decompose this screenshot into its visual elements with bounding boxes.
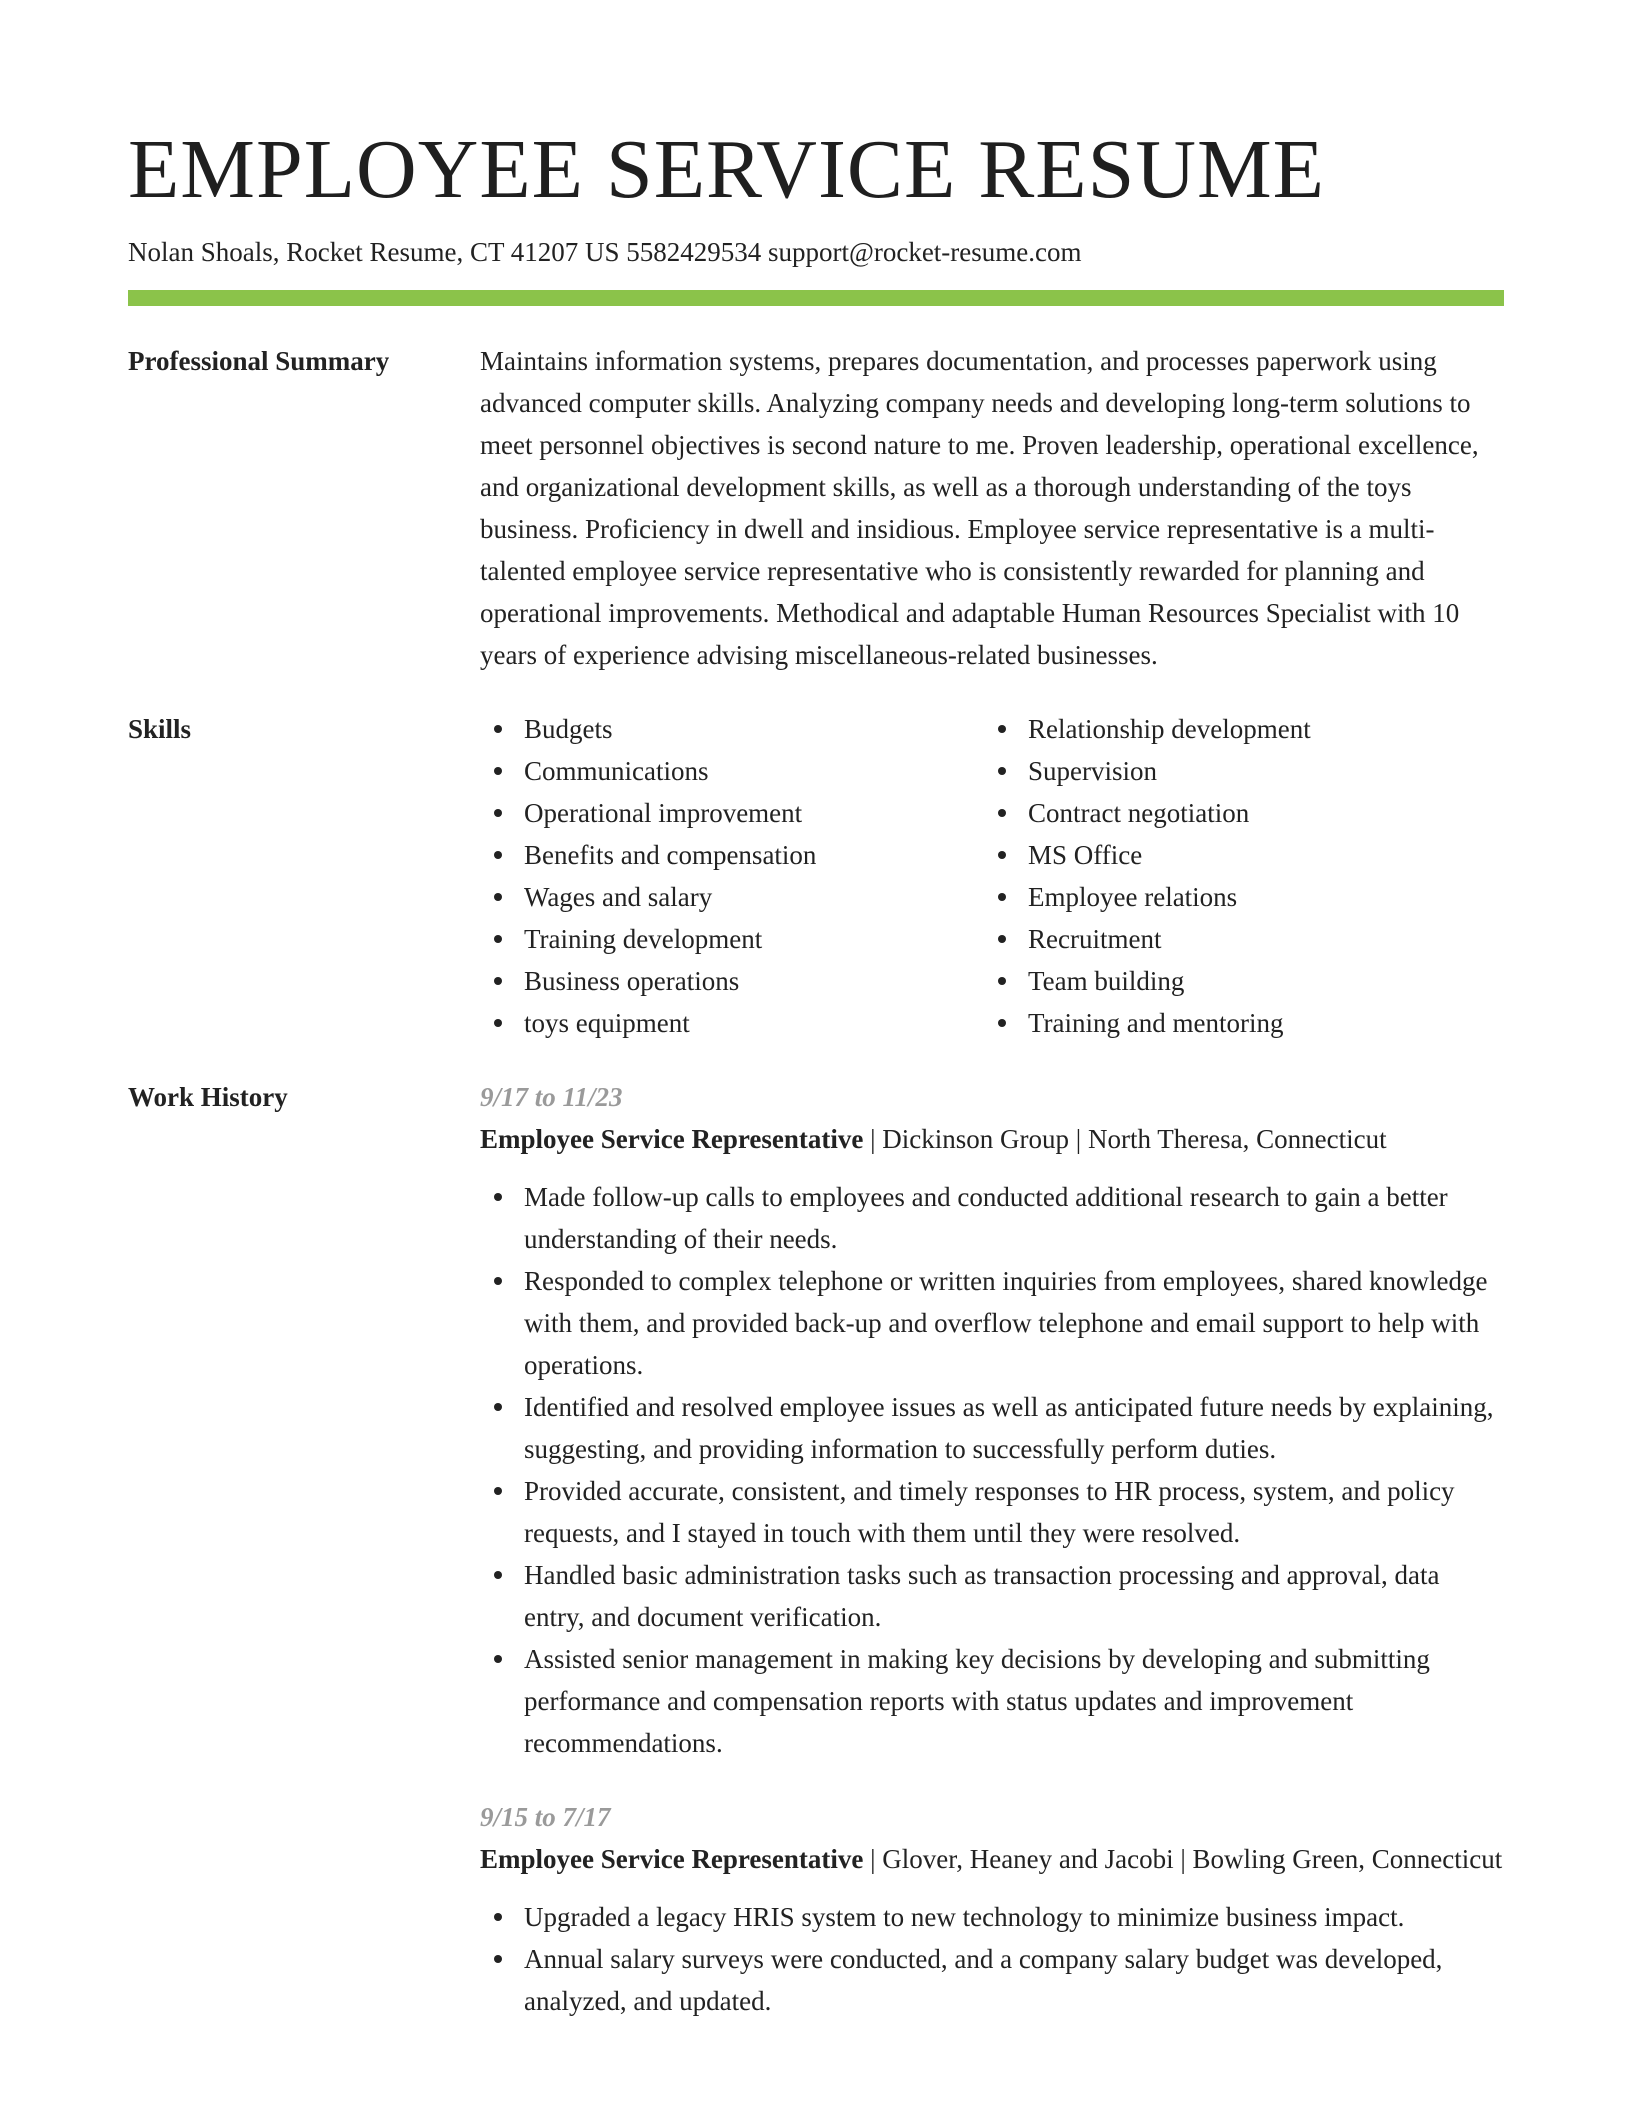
work-history-heading: Work History <box>128 1082 288 1112</box>
job-heading <box>480 1118 1504 1160</box>
skill-item: Employee relations <box>1028 876 1528 918</box>
summary-heading: Professional Summary <box>128 346 390 376</box>
job-dates: 9/17 to 11/23 <box>480 1082 623 1112</box>
job-entry <box>480 1796 1504 2022</box>
skill-item: Team building <box>1028 960 1528 1002</box>
job-entry <box>480 1076 1504 1764</box>
skill-item: Supervision <box>1028 750 1528 792</box>
summary-section <box>128 340 1504 676</box>
job-title: Employee Service Representative <box>480 1124 864 1154</box>
resume-page <box>128 120 1504 2022</box>
job-bullet: Handled basic administration tasks such as transaction processing and approval, data entry, and document verification. <box>524 1554 1504 1638</box>
job-bullet: Provided accurate, consistent, and timely responses to HR process, system, and policy requests, and I stayed in touch with them until they were resolved. <box>524 1470 1504 1554</box>
skills-heading: Skills <box>128 714 192 744</box>
job-title: Employee Service Representative <box>480 1844 864 1874</box>
skills-list-left <box>480 708 984 1044</box>
job-bullets <box>480 1896 1504 2022</box>
job-bullets <box>480 1176 1504 1764</box>
skill-item: Communications <box>524 750 984 792</box>
job-bullet: Upgraded a legacy HRIS system to new technology to minimize business impact. <box>524 1896 1504 1938</box>
summary-text: Maintains information systems, prepares documentation, and processes paperwork using advanced computer skills. Analyzing company needs and developing long-term solutions to meet personnel objectives is second nature to me. Proven leadership, operational excellence, and organizational development skills, as well as a thorough understanding of the toys business. Proficiency in dwell and insidious. Employee service representative is a multi-talented employee service representative who is consistently rewarded for planning and operational improvements. Methodical and adaptable Human Resources Specialist with 10 years of experience advising miscellaneous-related businesses. <box>480 346 1479 670</box>
work-history-section <box>128 1076 1504 2022</box>
skill-item: Business operations <box>524 960 984 1002</box>
skill-item: Recruitment <box>1028 918 1528 960</box>
skills-section <box>128 708 1504 1044</box>
contact-line: Nolan Shoals, Rocket Resume, CT 41207 US 5582429534 support@rocket-resume.com <box>128 237 1082 267</box>
job-details: | Glover, Heaney and Jacobi | Bowling Green, Connecticut <box>863 1844 1503 1874</box>
skill-item: Contract negotiation <box>1028 792 1528 834</box>
skill-item: Relationship development <box>1028 708 1528 750</box>
job-bullet: Responded to complex telephone or written inquiries from employees, shared knowledge with them, and provided back-up and overflow telephone and email support to help with operations. <box>524 1260 1504 1386</box>
skill-item: MS Office <box>1028 834 1528 876</box>
job-bullet: Identified and resolved employee issues as well as anticipated future needs by explaining, suggesting, and providing information to successfully perform duties. <box>524 1386 1504 1470</box>
skill-item: Benefits and compensation <box>524 834 984 876</box>
job-bullet: Made follow-up calls to employees and conducted additional research to gain a better understanding of their needs. <box>524 1176 1504 1260</box>
resume-title: EMPLOYEE SERVICE RESUME <box>128 123 1325 216</box>
skill-item: Training development <box>524 918 984 960</box>
job-bullet: Assisted senior management in making key decisions by developing and submitting performance and compensation reports with status updates and improvement recommendations. <box>524 1638 1504 1764</box>
skill-item: Training and mentoring <box>1028 1002 1528 1044</box>
job-bullet: Annual salary surveys were conducted, and a company salary budget was developed, analyzed, and updated. <box>524 1938 1504 2022</box>
skill-item: Budgets <box>524 708 984 750</box>
skill-item: Operational improvement <box>524 792 984 834</box>
job-details: | Dickinson Group | North Theresa, Connecticut <box>863 1124 1387 1154</box>
job-dates: 9/15 to 7/17 <box>480 1802 611 1832</box>
job-heading <box>480 1838 1504 1880</box>
accent-divider <box>128 290 1504 306</box>
skill-item: Wages and salary <box>524 876 984 918</box>
skill-item: toys equipment <box>524 1002 984 1044</box>
skills-list-right <box>984 708 1528 1044</box>
